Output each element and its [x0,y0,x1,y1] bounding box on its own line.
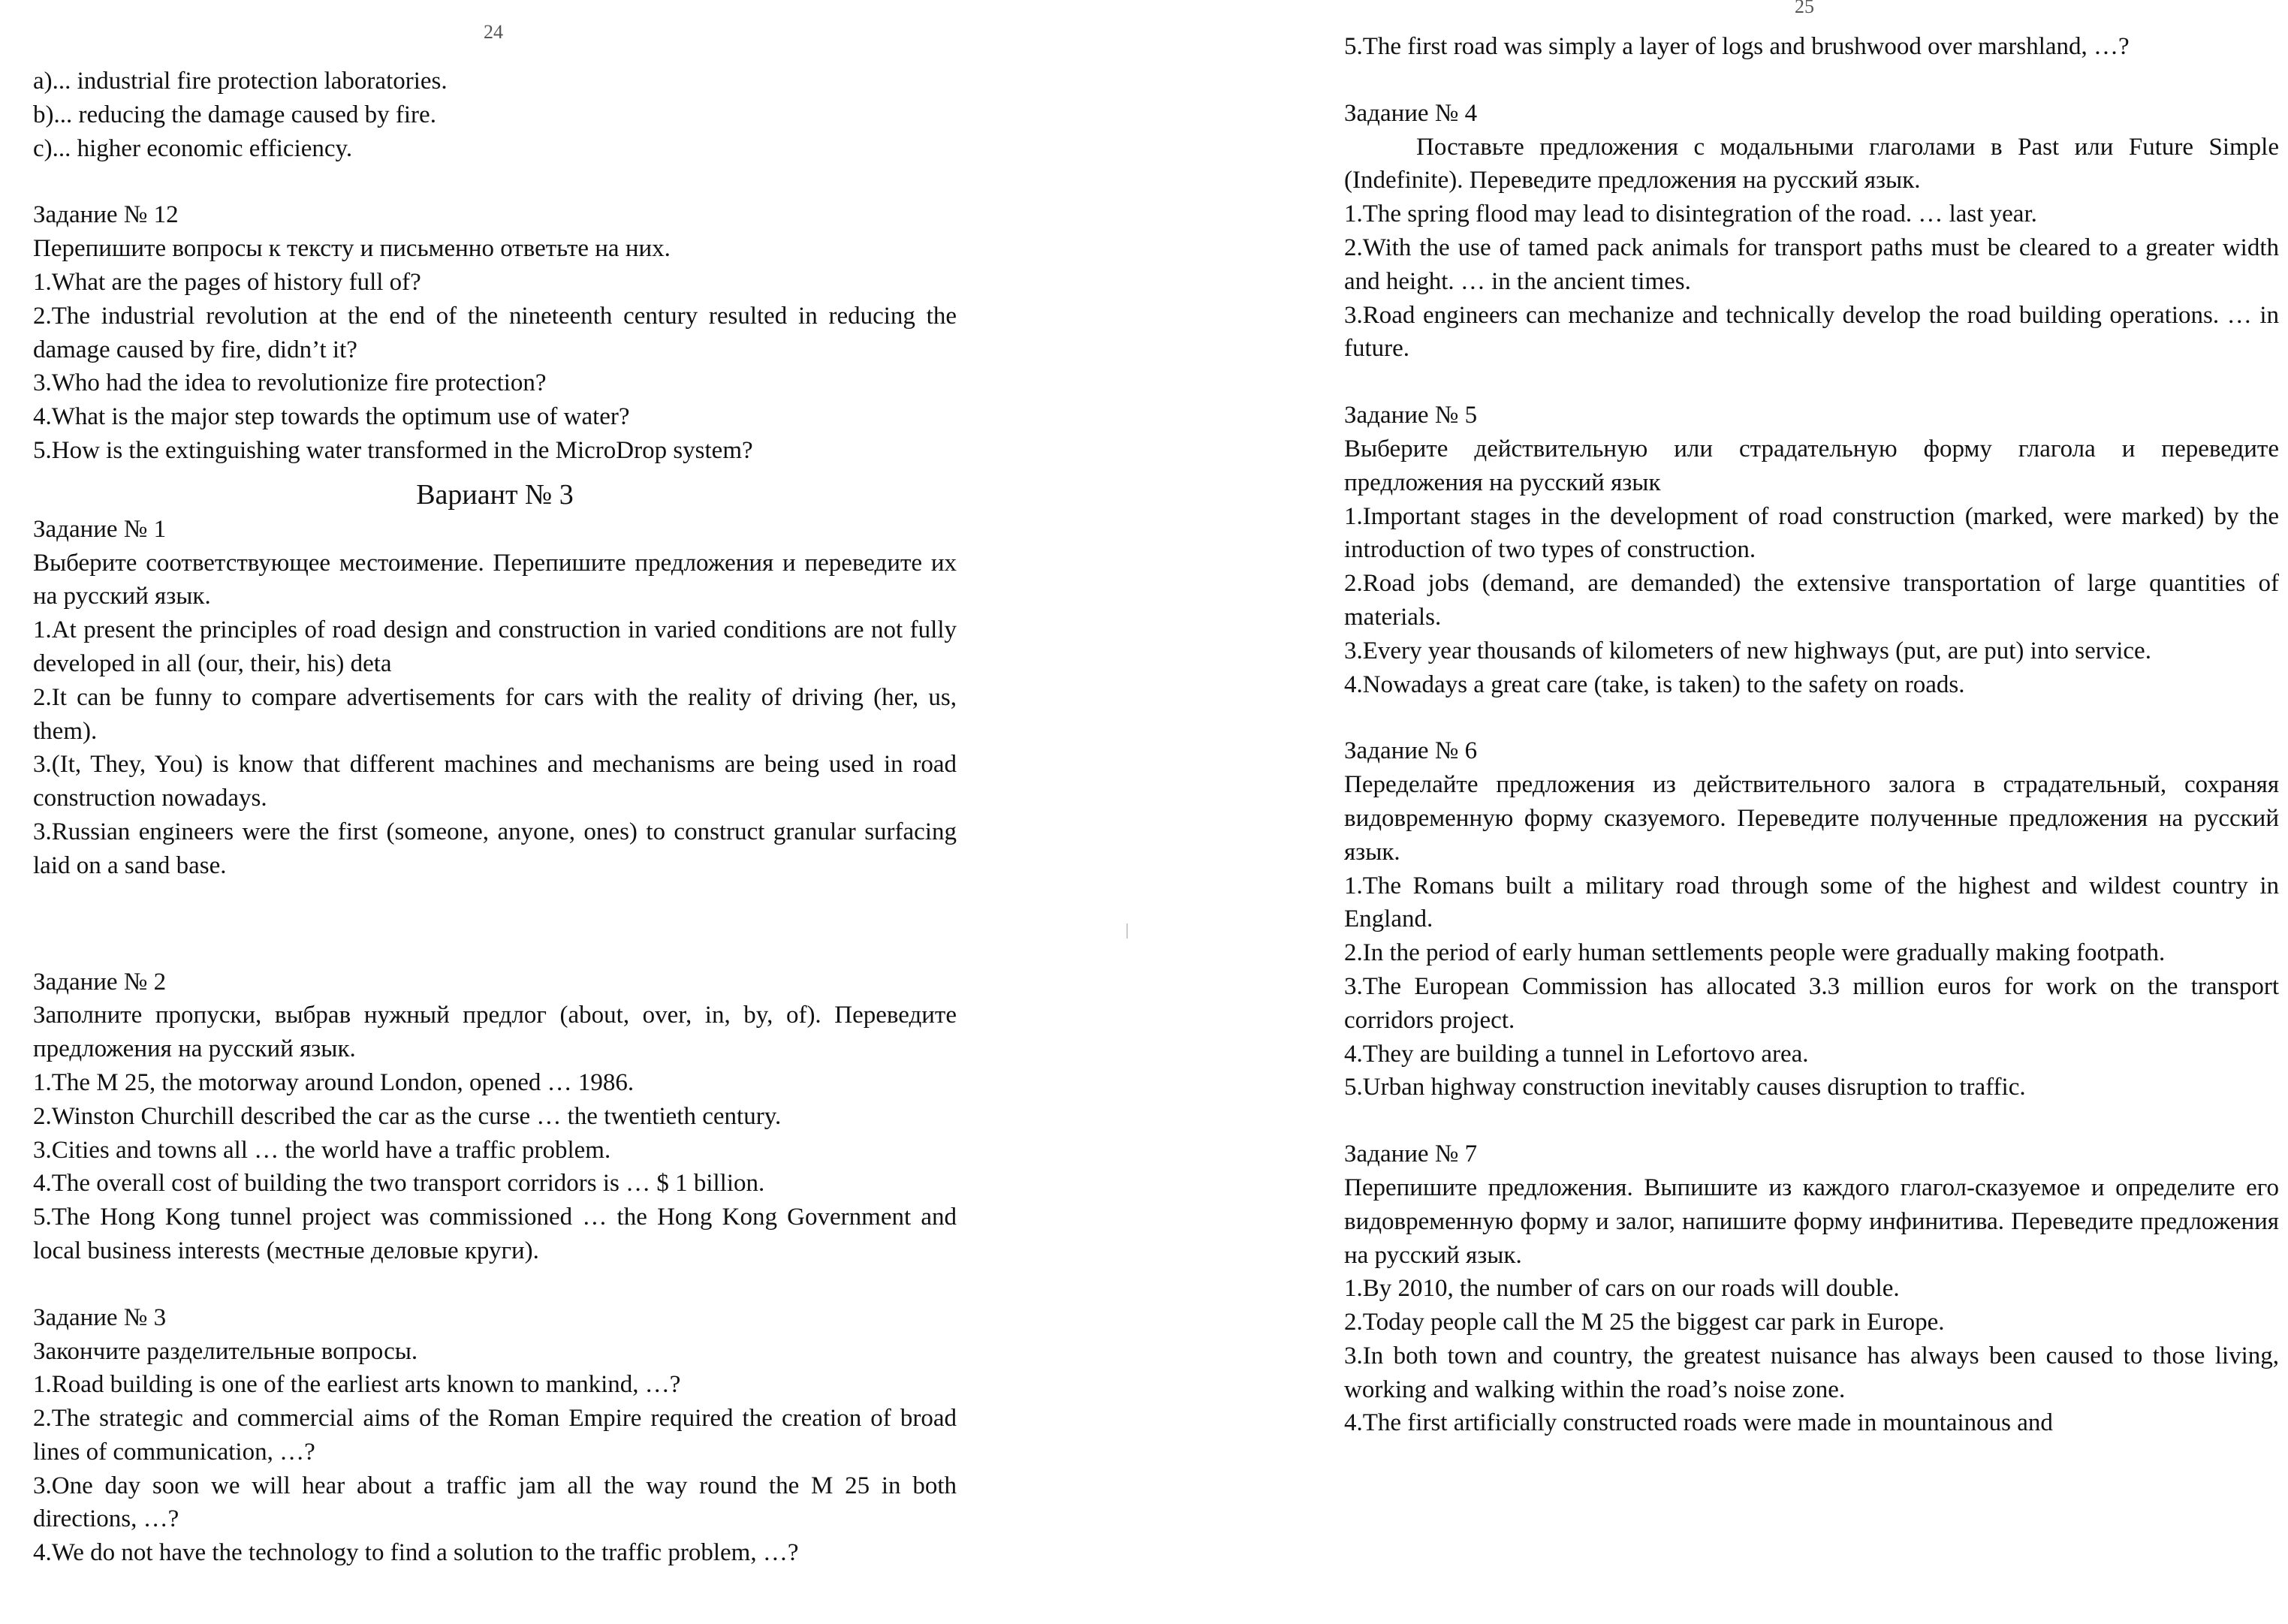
right-page-content [1344,30,2279,1440]
page-number: 24 [484,21,503,43]
task-7-instruction: Перепишите предложения. Выпишите из каждого глагол-сказуемое и определите его видовременную форму и залог, напишите форму инфинитива. Переведите предложения на русский язык. [1344,1174,2279,1269]
task-2-item: 1.The M 25, the motorway around London, opened … 1986. [33,1068,635,1096]
task-6-item: 3.The European Commission has allocated 3.3 million euros for work on the transport corridors project. [1344,972,2279,1034]
answer-option-c: c)... higher economic efficiency. [33,134,353,162]
task-4-instruction: Поставьте предложения с модальными глаголами в Past или Future Simple (Indefinite). Переведите предложения на русский язык. [1344,133,2279,194]
task-12-item: 3.Who had the idea to revolutionize fire protection? [33,369,547,397]
task-12-item: 5.How is the extinguishing water transformed in the MicroDrop system? [33,436,753,464]
task-7-item: 3.In both town and country, the greatest nuisance has always been caused to those living, working and walking within the road’s noise zone. [1344,1342,2279,1403]
task-4-item: 2.With the use of tamed pack animals for transport paths must be cleared to a greater width and height. … in the ancient times. [1344,234,2279,295]
left-page [33,0,957,1624]
task-12-title: Задание № 12 [33,201,179,229]
task-5-title: Задание № 5 [1344,402,1478,429]
right-page [1344,0,2279,1624]
task-2-title: Задание № 2 [33,968,167,996]
task-2-item: 2.Winston Churchill described the car as the curse … the twentieth century. [33,1102,782,1130]
answer-option-a: a)... industrial fire protection laboratories. [33,68,448,95]
task-4-item: 1.The spring flood may lead to disintegration of the road. … last year. [1344,200,2037,228]
task-1-title: Задание № 1 [33,515,167,543]
task-3-item: 1.Road building is one of the earliest arts known to mankind, …? [33,1371,681,1399]
task-2-instruction: Заполните пропуски, выбрав нужный предлог (about, over, in, by, of). Переведите предложения на русский язык. [33,1002,957,1063]
task-1-item: 2.It can be funny to compare advertisements for cars with the reality of driving (her, us, them). [33,683,957,745]
task-6-item: 4.They are building a tunnel in Lefortovo area. [1344,1040,1809,1068]
task-5-instruction: Выберите действительную или страдательную форму глагола и переведите предложения на русский язык [1344,435,2279,496]
task-7-item: 1.By 2010, the number of cars on our roads will double. [1344,1275,1900,1303]
task-3-title: Задание № 3 [33,1303,167,1331]
task-2-item: 5.The Hong Kong tunnel project was commissioned … the Hong Kong Government and local business interests (местные деловые круги). [33,1204,957,1264]
task-3-item: 4.We do not have the technology to find a solution to the traffic problem, …? [33,1539,799,1567]
task-12-instruction: Перепишите вопросы к тексту и письменно ответьте на них. [33,235,671,263]
task-12-item: 4.What is the major step towards the optimum use of water? [33,403,630,431]
page-number: 25 [1795,0,1814,17]
task-2-item: 4.The overall cost of building the two transport corridors is … $ 1 billion. [33,1170,765,1198]
task-5-item: 1.Important stages in the development of road construction (marked, were marked) by the introduction of two types of construction. [1344,502,2279,564]
task-6-instruction: Переделайте предложения из действительного залога в страдательный, сохраняя видовременную форму сказуемого. Переведите полученные предложения на русский язык. [1344,771,2279,866]
task-3-item: 2.The strategic and commercial aims of the Roman Empire required the creation of broad lines of communication, …? [33,1405,957,1466]
task-12-item: 1.What are the pages of history full of? [33,268,421,296]
task-6-item: 2.In the period of early human settlements people were gradually making footpath. [1344,939,2166,967]
variant-heading: Вариант № 3 [416,478,574,511]
answer-option-b: b)... reducing the damage caused by fire. [33,101,436,128]
task-12-item: 2.The industrial revolution at the end of the nineteenth century resulted in reducing the damage caused by fire, didn’t it? [33,302,957,363]
task-7-title: Задание № 7 [1344,1140,1478,1168]
task-7-item: 2.Today people call the M 25 the biggest car park in Europe. [1344,1309,1945,1336]
task-1-item: 1.At present the principles of road design and construction in varied conditions are not fully developed in all (our, their, his) deta [33,616,957,677]
task-5-item: 2.Road jobs (demand, are demanded) the extensive transportation of large quantities of materials. [1344,570,2279,631]
task-3-item-continued: 5.The first road was simply a layer of logs and brushwood over marshland, …? [1344,33,2130,60]
task-2-item: 3.Cities and towns all … the world have a traffic problem. [33,1136,611,1164]
task-6-item: 5.Urban highway construction inevitably causes disruption to traffic. [1344,1074,2026,1101]
page-spine [1126,923,1128,939]
task-1-instruction: Выберите соответствующее местоимение. Перепишите предложения и переведите их на русский язык. [33,549,957,610]
left-page-content [33,65,957,1570]
task-7-item: 4.The first artificially constructed roads were made in mountainous and [1344,1409,2053,1437]
task-1-item: 3.(It, They, You) is know that different machines and mechanisms are being used in road construction nowadays. [33,751,957,812]
task-3-item: 3.One day soon we will hear about a traffic jam all the way round the M 25 in both directions, …? [33,1472,957,1533]
task-4-item: 3.Road engineers can mechanize and technically develop the road building operations. … in future. [1344,301,2279,363]
task-5-item: 4.Nowadays a great care (take, is taken) to the safety on roads. [1344,670,1965,698]
task-4-title: Задание № 4 [1344,99,1478,127]
task-3-instruction: Закончите разделительные вопросы. [33,1337,418,1365]
task-1-item: 3.Russian engineers were the first (someone, anyone, ones) to construct granular surfacing laid on a sand base. [33,818,957,879]
task-6-title: Задание № 6 [1344,737,1478,765]
task-6-item: 1.The Romans built a military road through some of the highest and wildest country in England. [1344,872,2279,933]
task-5-item: 3.Every year thousands of kilometers of new highways (put, are put) into service. [1344,637,2151,664]
